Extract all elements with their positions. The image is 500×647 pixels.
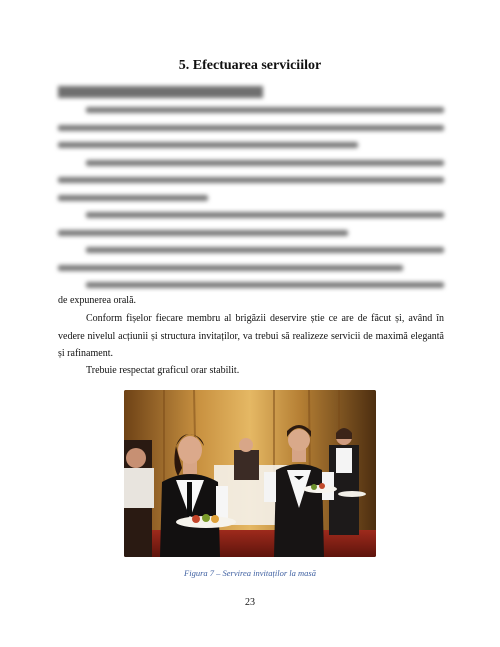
- blurred-line: [58, 142, 444, 153]
- page-number: 23: [245, 597, 255, 608]
- blurred-line: [58, 195, 444, 206]
- blurred-text-region: [58, 86, 444, 300]
- blurred-line: [58, 265, 444, 276]
- blurred-line: [58, 212, 444, 223]
- figure-caption: Figura 7 – Servirea invitaților la masă: [184, 568, 316, 578]
- blurred-line: [58, 230, 444, 241]
- blurred-line: [58, 125, 444, 136]
- blurred-line: [58, 107, 444, 118]
- blurred-section-heading: [58, 86, 263, 98]
- waiters-serving-photo: [124, 390, 376, 557]
- blurred-line: [58, 160, 444, 171]
- blurred-line: [58, 177, 444, 188]
- paragraph-schedule: Trebuie respectat graficul orar stabilit.: [86, 365, 240, 376]
- blurred-line: [58, 247, 444, 258]
- chapter-title: 5. Efectuarea serviciilor: [178, 58, 322, 73]
- paragraph-continuation: de expunerea orală.: [58, 295, 137, 306]
- paragraph-brigade-roles: Conform fișelor fiecare membru al brigăzii deservire știe ce are de făcut și, având în vedere nivelul acțiunii și structura invitaților, va trebui să realizeze servicii de maximă elegantă și rafinament.: [58, 313, 444, 359]
